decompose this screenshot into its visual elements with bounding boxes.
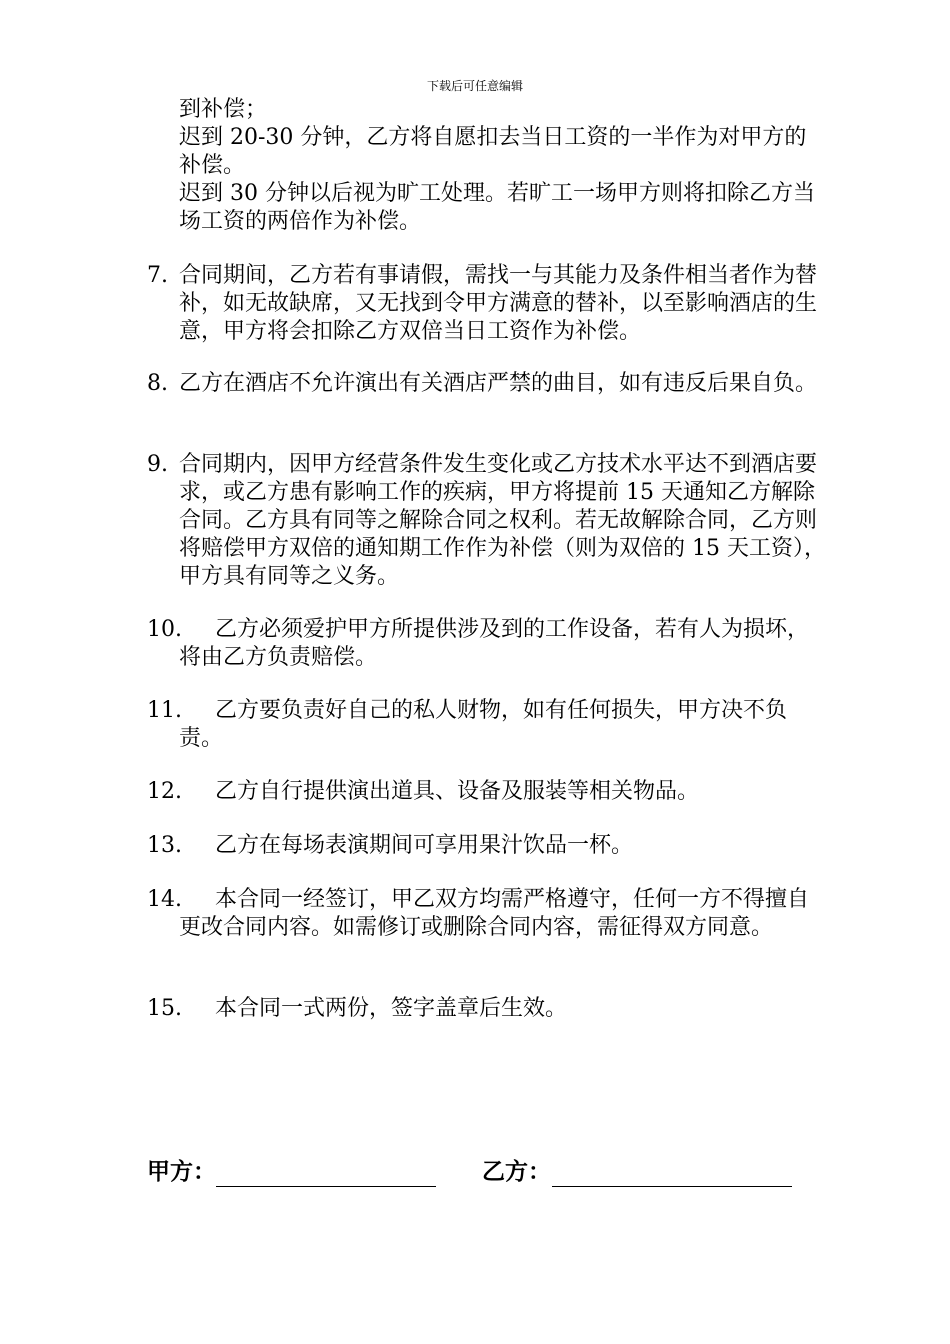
- clause-text: 本合同一式两份，签字盖章后生效。: [215, 996, 568, 1021]
- clause-number: 11.: [147, 698, 182, 723]
- continuation-line-2: 迟到 20-30 分钟，乙方将自愿扣去当日工资的一半作为对甲方的补偿。: [179, 125, 807, 178]
- clause-text: 乙方在酒店不允许演出有关酒店严禁的曲目，如有违反后果自负。: [179, 371, 818, 396]
- clause-8: [147, 370, 827, 398]
- clause-7: [147, 262, 827, 346]
- clause-text: 乙方必须爱护甲方所提供涉及到的工作设备，若有人为损坏，将由乙方负责赔偿。: [179, 617, 810, 670]
- clause-14: [147, 886, 827, 942]
- clause-number: 13.: [147, 833, 182, 858]
- clause-10: [147, 616, 827, 672]
- clause-text: 乙方自行提供演出道具、设备及服装等相关物品。: [215, 779, 700, 804]
- continuation-line-1: 到补偿；: [179, 97, 268, 122]
- clause-number: 8.: [147, 371, 168, 396]
- clause-text: 乙方在每场表演期间可享用果汁饮品一杯。: [215, 833, 634, 858]
- clause-9: [147, 451, 827, 591]
- clause-number: 12.: [147, 779, 182, 804]
- clause-15: [147, 995, 827, 1023]
- clause-number: 10.: [147, 617, 182, 642]
- clause-11: [147, 697, 827, 753]
- party-b-signature-line[interactable]: [552, 1186, 792, 1187]
- clause-text: 合同期内，因甲方经营条件发生变化或乙方技术水平达不到酒店要求，或乙方患有影响工作的疾病，甲方将提前 15 天通知乙方解除合同。乙方具有同等之解除合同之权利。若无故解除合同，乙方则将赔偿甲方双倍的通知期工作作为补偿（则为双倍的 15 天工资），甲方具有同等之义务。: [179, 452, 826, 589]
- party-a-label: 甲方：: [147, 1159, 216, 1185]
- clause-12: [147, 778, 827, 806]
- clause-text: 本合同一经签订，甲乙双方均需严格遵守，任何一方不得擅自更改合同内容。如需修订或删除合同内容，需征得双方同意。: [179, 887, 810, 940]
- party-a-signature-line[interactable]: [216, 1186, 436, 1187]
- page-header: 下载后可任意编辑: [426, 79, 523, 93]
- clause-number: 14.: [147, 887, 182, 912]
- clause-text: 乙方要负责好自己的私人财物，如有任何损失，甲方决不负责。: [179, 698, 788, 751]
- clause-number: 15.: [147, 996, 182, 1021]
- clause-number: 9.: [147, 452, 168, 477]
- clause-text: 合同期间，乙方若有事请假，需找一与其能力及条件相当者作为替补，如无故缺席，又无找到令甲方满意的替补，以至影响酒店的生意，甲方将会扣除乙方双倍当日工资作为补偿。: [179, 263, 818, 344]
- clause-number: 7.: [147, 263, 168, 288]
- clause-13: [147, 832, 827, 860]
- continuation-line-3: 迟到 30 分钟以后视为旷工处理。若旷工一场甲方则将扣除乙方当场工资的两倍作为补偿。: [179, 181, 815, 234]
- party-b-label: 乙方：: [482, 1159, 551, 1185]
